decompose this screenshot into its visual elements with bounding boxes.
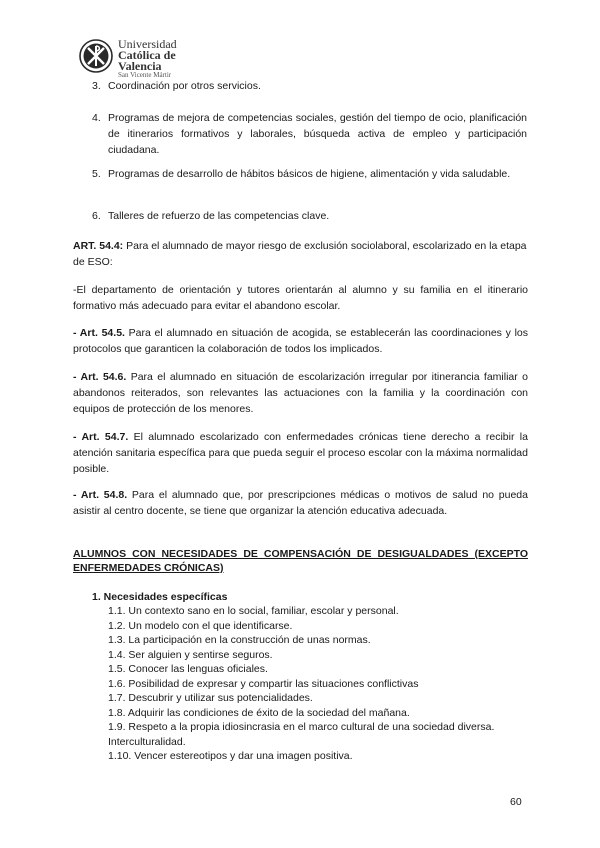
article-label: - Art. 54.6.: [73, 371, 127, 383]
section-heading: ALUMNOS CON NECESIDADES DE COMPENSACIÓN DE DESIGUALDADES (EXCEPTO ENFERMEDADES CRÓNICAS): [73, 548, 528, 574]
page-number: 60: [510, 796, 522, 808]
article-54-6: [73, 369, 528, 417]
list-text: Programas de desarrollo de hábitos básicos de higiene, alimentación y vida saludable.: [108, 168, 511, 180]
list-item: 1.10. Vencer estereotipos y dar una imagen positiva.: [108, 750, 353, 762]
list-item: [92, 166, 527, 182]
logo-line-san-vicente: San Vicente Mártir: [118, 71, 172, 79]
needs-title: 1. Necesidades específicas: [92, 591, 228, 603]
list-item: 1.4. Ser alguien y sentirse seguros.: [108, 648, 273, 661]
university-crest-icon: [78, 38, 114, 74]
article-54-4: [73, 238, 528, 270]
article-label: ART. 54.4:: [73, 240, 124, 252]
logo-line-catolica: Católica de: [118, 48, 176, 62]
list-item: [92, 208, 527, 224]
article-54-5: [73, 325, 528, 357]
needs-list: [108, 604, 528, 764]
article-text: Para el alumnado de mayor riesgo de exclusión sociolaboral, escolarizado en la etapa de ESO:: [73, 240, 527, 268]
list-number: 4.: [92, 112, 101, 124]
logo-line-valencia: Valencia: [118, 59, 162, 73]
list-item: 1.5. Conocer las lenguas oficiales.: [108, 663, 268, 675]
list-item: 1.3. La participación en la construcción de unas normas.: [108, 634, 371, 646]
list-text: Talleres de refuerzo de las competencias clave.: [108, 210, 330, 222]
list-number: 3.: [92, 80, 101, 92]
list-number: 5.: [92, 168, 101, 180]
list-item: 1.1. Un contexto sano en lo social, familiar, escolar y personal.: [108, 605, 399, 617]
article-text: El alumnado escolarizado con enfermedades crónicas tiene derecho a recibir la atención sanitaria específica para que pueda seguir el proceso escolar con la máxima normalidad posible.: [73, 431, 528, 475]
list-item: 1.6. Posibilidad de expresar y compartir las situaciones conflictivas: [108, 677, 419, 690]
article-label: - Art. 54.7.: [73, 431, 129, 443]
article-text: Para el alumnado que, por prescripciones médicas o motivos de salud no pueda asistir al centro docente, se tiene que organizar la atención educativa adecuada.: [73, 489, 528, 517]
list-item: 1.2. Un modelo con el que identificarse.: [108, 619, 293, 632]
orientation-paragraph: -El departamento de orientación y tutores orientarán al alumno y su familia en el itinerario formativo más adecuado para evitar el abandono escolar.: [73, 284, 528, 312]
article-label: - Art. 54.5.: [73, 327, 125, 339]
article-54-8: [73, 487, 528, 519]
article-label: - Art. 54.8.: [73, 489, 128, 501]
article-text: Para el alumnado en situación de acogida, se establecerán las coordinaciones y los protocolos que garanticen la colaboración de todos los implicados.: [73, 327, 528, 355]
list-item: 1.9. Respeto a la propia idiosincrasia en el marco cultural de una sociedad diversa. Interculturalidad.: [108, 721, 495, 748]
article-54-7: [73, 429, 528, 477]
list-text: Coordinación por otros servicios.: [108, 80, 261, 92]
list-item: [92, 78, 527, 94]
list-text: Programas de mejora de competencias sociales, gestión del tiempo de ocio, planificación de itinerarios formativos y laborales, búsqueda activa de empleo y participación ciudadana.: [108, 112, 527, 156]
list-number: 6.: [92, 210, 101, 222]
list-item: 1.7. Descubrir y utilizar sus potencialidades.: [108, 692, 313, 704]
logo-line-university: Universidad: [118, 37, 177, 51]
article-text: Para el alumnado en situación de escolarización irregular por itinerancia familiar o abandonos reiterados, son relevantes las actuaciones con la familia y la coordinación con equipos de protección de los menores.: [73, 371, 528, 415]
list-item: 1.8. Adquirir las condiciones de éxito de la sociedad del mañana.: [108, 706, 410, 719]
list-item: [92, 110, 527, 158]
university-logo: [78, 38, 188, 78]
